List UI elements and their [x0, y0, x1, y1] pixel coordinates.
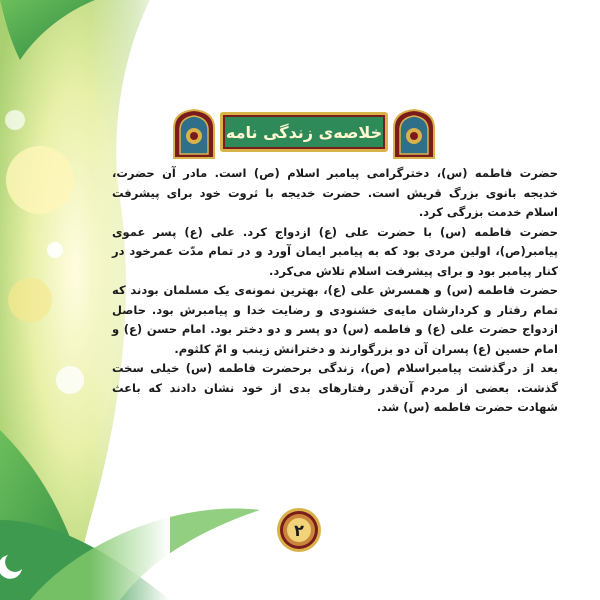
paragraph: حضرت فاطمه (س) و همسرش علی (ع)، بهترین نمونه‌ی یک مسلمان بودند که تمام رفتار و کردارشان مایه‌ی خشنودی و رضایت خدا و پیامبرش بود. حاصل ازدواج حضرت علی (ع) و فاطمه (س) دو پسر و دو دختر بود. امام حسن (ع) و امام حسین (ع) پسران آن دو بزرگوارند و دخترانش زینب و امّ کلثوم.: [112, 283, 558, 356]
paragraph: حضرت فاطمه (س)، دخترگرامی پیامبر اسلام (ص) است. مادر آن حضرت، خدیجه بانوی بزرگ قریش است. حضرت خدیجه با ثروت خود برای پیشرفت اسلام خدمت بزرگی کرد.: [112, 166, 558, 219]
biography-text: [112, 164, 558, 418]
ornament-icon: [390, 108, 438, 160]
page-title: خلاصه‌ی زندگی نامه: [225, 122, 383, 142]
paragraph: حضرت فاطمه (س) با حضرت علی (ع) ازدواج کرد. علی (ع) پسر عموی پیامبر(ص)، اولین مردی بود که به پیامبر ایمان آورد و در تمام مدّت عمرخود در کنار پیامبر بود و برای پیشرفت اسلام تلاش می‌کرد.: [112, 224, 558, 278]
title-banner: [170, 108, 438, 160]
title-box: [220, 112, 388, 152]
paragraph: بعد از درگذشت پیامبراسلام (ص)، زندگی برحضرت فاطمه (س) خیلی سخت گذشت. بعضی از مردم آن‌قدر رفتارهای بدی از خود نشان دادند که باعث شهادت حضرت فاطمه (س) شد.: [112, 361, 558, 414]
page-number: ۲: [294, 520, 304, 540]
ornament-icon: [170, 108, 218, 160]
